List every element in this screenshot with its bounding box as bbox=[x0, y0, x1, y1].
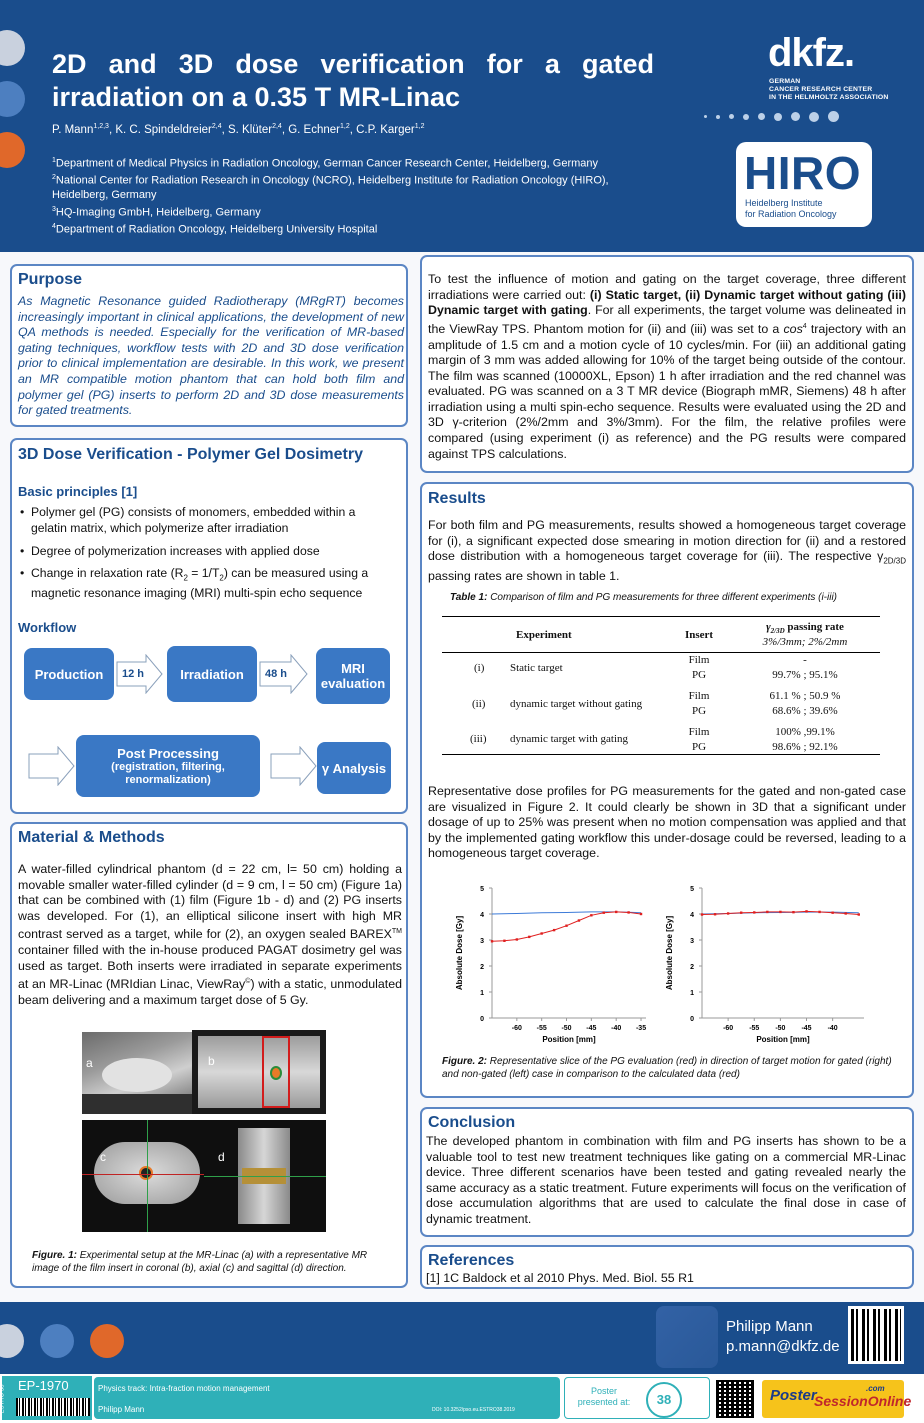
figure-2-caption: Figure. 2: Representative slice of the PG evaluation (red) in direction of target motion for gated (right) and non-gated (left) case in comparison to the calculated data (red) bbox=[442, 1056, 892, 1080]
x-tick-label: -50 bbox=[775, 1025, 786, 1032]
data-point bbox=[491, 940, 493, 942]
arrow-icon bbox=[28, 746, 76, 786]
author: P. Mann bbox=[52, 123, 94, 136]
affiliation: $^1$Department of Medical Physics in Radiation Oncology, German Cancer Research Center, Heidelberg, Germany bbox=[52, 157, 599, 170]
data-point bbox=[727, 912, 729, 914]
methods-text: A water-filled cylindrical phantom (d = 22 cm, l= 50 cm) holding a movable smaller water-filled cylinder (d = 9 cm, l = 50 cm) (Figure 1a) that can be combined with (1) film (Figure 1b - d) and (2) PG inserts was developed. For (1), an elliptical silicone insert with high MR contrast served as a target, while for (2), an oxygen sealed BAREX™ container filled with the in-house produced PAGAT dosimetry gel was used as target. Both inserts were irradiated in separate experiments at an MR-Linac (MRIdian Linac, ViewRay©) with a static, unmodulated beam delivering and a maximum target dose of 5 Gy. bbox=[18, 862, 402, 1007]
methods-continued-panel bbox=[420, 255, 914, 473]
table-cell: 99.7% ; 95.1% bbox=[772, 669, 838, 681]
section-heading: References bbox=[428, 1252, 515, 1269]
table-cell: PG bbox=[691, 705, 707, 717]
decor-dot-row bbox=[704, 111, 839, 122]
y-axis-label: Absolute Dose [Gy] bbox=[665, 915, 674, 991]
table-cell: 100% ,99.1% bbox=[775, 726, 835, 738]
data-point bbox=[805, 910, 807, 912]
x-tick-label: -40 bbox=[611, 1025, 622, 1032]
y-tick-label: 0 bbox=[480, 1016, 484, 1023]
y-axis-label: Absolute Dose [Gy] bbox=[455, 915, 464, 991]
author: K. C. Spindeldreier bbox=[115, 123, 212, 136]
y-tick-label: 4 bbox=[480, 912, 484, 919]
workflow-postprocessing-box: Post Processing (registration, filtering, renormalization) bbox=[76, 735, 260, 797]
figure-panel-label: b bbox=[208, 1054, 215, 1068]
contact-name: Philipp Mann bbox=[726, 1318, 813, 1335]
author: G. Echner bbox=[288, 123, 340, 136]
intro-text: To test the influence of motion and gating on the target coverage, three different irradiations were carried out: (i) Static target, (ii) Dynamic target without gating (iii) Dynamic target with gating. For all experiments, the target volume was delineated in the ViewRay TPS. Phantom motion for (ii) and (iii) was set to a $\cos^4$ trajectory with an amplitude of 1.5 cm and a motion cycle of 10 cycles/min. For (iii) an additional gating margin of 3 mm was added allowing for 10% of the target being outside of the contour. The film was scanned (10000XL, Epson) 1 h after irradiation and the red channel was evaluated. PG was scanned on a 3 T MR device (Biograph mMR, Siemens) 48 h after irradiation using a multi spin-echo sequence. Results were evaluated using the 2D and 3D γ-criterion (2%/2mm and 3%/3mm). For the film, the relative profiles were compared (using experiment (i) as reference) and the PG results were compared against TPS calculations. bbox=[428, 272, 907, 461]
data-point bbox=[528, 936, 530, 938]
decor-circle-orange bbox=[0, 132, 25, 168]
arrow-icon bbox=[270, 746, 318, 786]
table-header: Insert bbox=[684, 628, 714, 641]
affiliation-list bbox=[52, 154, 652, 238]
y-tick-label: 3 bbox=[480, 938, 484, 945]
poster-footer bbox=[0, 1302, 924, 1374]
references-panel bbox=[420, 1245, 914, 1289]
x-tick-label: -50 bbox=[561, 1025, 572, 1032]
y-tick-label: 0 bbox=[690, 1016, 694, 1023]
barcode-icon bbox=[16, 1398, 90, 1416]
y-tick-label: 2 bbox=[480, 964, 484, 971]
qr-code-icon bbox=[716, 1380, 754, 1418]
author: S. Klüter bbox=[227, 123, 273, 136]
purpose-text: As Magnetic Resonance guided Radiotherapy (MRgRT) becomes increasingly important in clinical applications, the development of new QA methods is needed. Especially for the verification of MR-based gating techniques, workflow tests with 2D and 3D dose verification prior to clinical implementation are desirable. In this work, we present an MR compatible motion phantom that can hold both film and polymer gel (PG) inserts to perform 2D and 3D dose measurements for gated treatments. bbox=[18, 294, 404, 418]
y-tick-label: 2 bbox=[690, 964, 694, 971]
decor-circle-blue bbox=[40, 1324, 74, 1358]
y-tick-label: 1 bbox=[480, 990, 484, 997]
results-panel bbox=[420, 482, 914, 1098]
y-tick-label: 5 bbox=[480, 886, 484, 893]
affiliation: $^3$HQ-Imaging GmbH, Heidelberg, Germany bbox=[52, 205, 261, 219]
table-cell: Static target bbox=[510, 661, 563, 674]
poster-title: 2D and 3D dose verification for a gated irradiation on a 0.35 T MR-Linac bbox=[52, 49, 654, 112]
table-cell: Film bbox=[688, 726, 710, 738]
table-cell: (i) bbox=[474, 661, 485, 674]
section-heading: Conclusion bbox=[428, 1114, 516, 1131]
workflow-production-box: Production bbox=[24, 648, 114, 700]
data-point bbox=[858, 913, 860, 915]
bullet-item: • Degree of polymerization increases with applied dose bbox=[20, 544, 390, 560]
results-table bbox=[442, 616, 880, 755]
data-point bbox=[753, 911, 755, 913]
y-tick-label: 3 bbox=[690, 938, 694, 945]
table-cell: (ii) bbox=[472, 697, 486, 710]
author: C.P. Karger bbox=[356, 123, 415, 136]
bullet-item: • Change in relaxation rate $(R_2 = 1/T_2)$ can be measured using a magnetic resonance imaging (MRI) multi-spin echo sequence bbox=[20, 566, 392, 602]
x-tick-label: -45 bbox=[586, 1025, 597, 1032]
data-point bbox=[831, 912, 833, 914]
poster-header bbox=[0, 0, 924, 252]
decor-circle-grey bbox=[0, 30, 25, 66]
conclusion-text: The developed phantom in combination with film and PG inserts has shown to be a valuable tool to test new treatment techniques like gating on a commercial MR-Linac device. Three different scenarios have been tested and gating revealed nearly the same accuracy as a static treatment. Future experiments will focus on the verification of dose accumulation algorithms that are used to calculate the final dose in case of dynamic treatment. bbox=[426, 1134, 906, 1226]
figure-panel-label: d bbox=[218, 1150, 225, 1164]
x-axis-label: Position [mm] bbox=[542, 1035, 596, 1044]
presented-at-label: Poster presented at: bbox=[577, 1386, 631, 1407]
affiliation: $^4$Department of Radiation Oncology, Heidelberg University Hospital bbox=[52, 223, 378, 236]
section-heading: Purpose bbox=[18, 271, 83, 288]
table-cell: 61.1 % ; 50.9 % bbox=[769, 690, 841, 702]
table-header: $\gamma_{2/3D}$ passing rate 3%/3mm; 2%/2mm bbox=[762, 621, 848, 648]
data-point bbox=[766, 911, 768, 913]
data-point bbox=[540, 932, 542, 934]
presenter-label: Philipp Mann bbox=[98, 1405, 145, 1414]
x-tick-label: -55 bbox=[749, 1025, 760, 1032]
data-point bbox=[503, 940, 505, 942]
figure-panel-label: a bbox=[86, 1056, 93, 1070]
y-tick-label: 4 bbox=[690, 912, 694, 919]
contact-email[interactable]: p.mann@dkfz.de bbox=[726, 1338, 840, 1355]
figure-1-caption: Figure. 1: Experimental setup at the MR-Linac (a) with a representative MR image of the film insert in coronal (b), axial (c) and sagittal (d) direction. bbox=[32, 1250, 368, 1274]
workflow-mri-box: MRI evaluation bbox=[316, 648, 390, 704]
table-cell: 68.6% ; 39.6% bbox=[772, 705, 838, 717]
dkfz-logo: dkfz. bbox=[768, 31, 855, 75]
sagittal-mr-image bbox=[204, 1120, 326, 1232]
data-point bbox=[516, 938, 518, 940]
data-point bbox=[714, 913, 716, 915]
affiliation: $^2$National Center for Radiation Research in Oncology (NCRO), Heidelberg Institute for Radiation Oncology (HIRO), Heidelberg, Germany bbox=[52, 174, 609, 201]
coronal-mr-image bbox=[192, 1030, 326, 1114]
workflow-delay-label: 48 h bbox=[265, 668, 288, 680]
results-text: For both film and PG measurements, results showed a homogeneous target coverage for (i), a significant expected dose smearing in motion direction for (ii) and a restored dose distribution with a homogeneous target coverage for (iii). The respective $\gamma_{2D/3D}$ passing rates are shown in table 1. bbox=[428, 518, 906, 584]
workflow-heading: Workflow bbox=[18, 620, 77, 635]
poster-id: EP-1970 bbox=[18, 1378, 69, 1393]
x-tick-label: -35 bbox=[635, 1025, 647, 1032]
poster-bottom-bar bbox=[0, 1374, 924, 1423]
purpose-panel bbox=[10, 264, 408, 427]
data-point bbox=[603, 912, 605, 914]
data-point bbox=[845, 912, 847, 914]
axial-mr-image bbox=[82, 1120, 212, 1232]
data-point bbox=[590, 914, 592, 916]
workflow-delay-label: 12 h bbox=[122, 668, 145, 680]
x-tick-label: -40 bbox=[827, 1025, 838, 1032]
table-header: Experiment bbox=[516, 628, 572, 641]
data-point bbox=[818, 911, 820, 913]
decor-circle-orange bbox=[90, 1324, 124, 1358]
table-cell: - bbox=[803, 654, 807, 667]
table-cell: Film bbox=[688, 690, 710, 702]
table-cell: dynamic target without gating bbox=[510, 697, 643, 710]
qr-code-icon bbox=[848, 1306, 904, 1364]
data-point bbox=[740, 912, 742, 914]
x-axis-label: Position [mm] bbox=[756, 1035, 810, 1044]
section-heading: 3D Dose Verification - Polymer Gel Dosimetry bbox=[18, 446, 364, 463]
data-point bbox=[578, 919, 580, 921]
x-tick-label: -60 bbox=[511, 1025, 522, 1032]
author-list: P. Mann$^{1,2,3}$, K. C. Spindeldreier$^{2,4}$, S. Klüter$^{2,4}$, G. Echner$^{1,2}$, C.P. Karger$^{1,2}$ bbox=[52, 123, 425, 136]
x-tick-label: -45 bbox=[801, 1025, 812, 1032]
photo-placeholder bbox=[656, 1306, 718, 1368]
figure-panel-label: c bbox=[100, 1150, 106, 1164]
table-cell: PG bbox=[691, 740, 707, 753]
gel-dosimetry-panel bbox=[10, 438, 408, 814]
basic-principles-heading: Basic principles [1] bbox=[18, 484, 138, 499]
data-point bbox=[792, 911, 794, 913]
data-point bbox=[701, 913, 703, 915]
data-point bbox=[565, 925, 567, 927]
data-point bbox=[553, 929, 555, 931]
setup-photo bbox=[82, 1032, 192, 1114]
table-1-caption: Table 1: Comparison of film and PG measurements for three different experiments (i-iii) bbox=[450, 592, 837, 603]
poster-session-online-logo[interactable]: Poster SessionOnline .com bbox=[762, 1380, 904, 1418]
table-cell: Film bbox=[688, 654, 710, 667]
methods-panel bbox=[10, 822, 408, 1288]
doi-label: DOI: 10.3252/pso.eu.ESTRO38.2019 bbox=[432, 1407, 515, 1413]
y-tick-label: 1 bbox=[690, 990, 694, 997]
track-label: Physics track: Intra-fraction motion management bbox=[98, 1384, 270, 1393]
decor-circle-grey bbox=[0, 1324, 24, 1358]
workflow-gamma-box: γ Analysis bbox=[317, 742, 391, 794]
data-point bbox=[779, 911, 781, 913]
data-point bbox=[615, 911, 617, 913]
conclusion-panel bbox=[420, 1107, 914, 1237]
x-tick-label: -60 bbox=[723, 1025, 734, 1032]
dose-profile-chart-gated bbox=[658, 878, 872, 1052]
hiro-logo: HIRO Heidelberg Institute for Radiation Oncology bbox=[736, 142, 872, 227]
x-tick-label: -55 bbox=[536, 1025, 547, 1032]
table-cell: PG bbox=[691, 669, 707, 681]
section-heading: Material & Methods bbox=[18, 829, 165, 846]
table-cell: (iii) bbox=[470, 733, 487, 746]
bullet-item: • Polymer gel (PG) consists of monomers, embedded within a gelatin matrix, which polymerize after irradiation bbox=[20, 505, 380, 536]
decor-circle-blue bbox=[0, 81, 25, 117]
dose-profile-chart-nongated bbox=[448, 878, 654, 1052]
reference-item: [1] 1C Baldock et al 2010 Phys. Med. Biol. 55 R1 bbox=[426, 1271, 694, 1285]
results-text-2: Representative dose profiles for PG measurements for the gated and non-gated case are visualized in Figure 2. It could clearly be shown in 3D that a significant under dosage of up to 25% was present when no motion compensation was applied and that by the implemented gating workflow this under-dosage could be reversed, leading to a homogeneous target coverage. bbox=[428, 784, 906, 861]
workflow-irradiation-box: Irradiation bbox=[167, 646, 257, 702]
section-heading: Results bbox=[428, 490, 486, 507]
data-point bbox=[640, 913, 642, 915]
y-tick-label: 5 bbox=[690, 886, 694, 893]
estro-logo: 38 bbox=[646, 1382, 682, 1418]
side-code: ESTRO 38 bbox=[0, 1384, 6, 1414]
table-cell: 98.6% ; 92.1% bbox=[772, 740, 838, 753]
dkfz-logo-subtitle: GERMAN CANCER RESEARCH CENTER IN THE HELMHOLTZ ASSOCIATION bbox=[769, 78, 889, 101]
table-cell: dynamic target with gating bbox=[510, 733, 629, 746]
data-point bbox=[627, 911, 629, 913]
